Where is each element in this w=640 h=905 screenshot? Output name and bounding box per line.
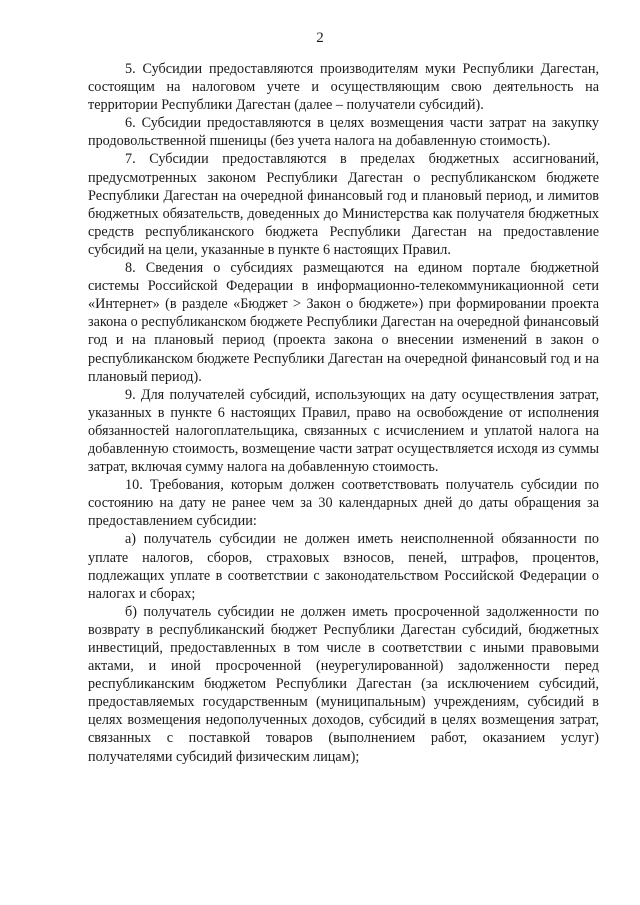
paragraph-9: 9. Для получателей субсидий, использующих на дату осуществления затрат, указанных в пункте 6 настоящих Правил, право на освобождение от исполнения обязанностей налогоплательщика, связанных с исчислением и уплатой налога на добавленную стоимость, возмещение части затрат осуществляется исходя из суммы затрат, включая сумму налога на добавленную стоимость. bbox=[88, 386, 599, 476]
paragraph-5: 5. Субсидии предоставляются производителям муки Республики Дагестан, состоящим на налоговом учете и осуществляющим свою деятельность на территории Республики Дагестан (далее – получатели субсидий). bbox=[88, 61, 599, 114]
document-body bbox=[88, 60, 599, 766]
paragraph-10-a: а) получатель субсидии не должен иметь неисполненной обязанности по уплате налогов, сборов, страховых взносов, пеней, штрафов, процентов, подлежащих уплате в соответствии с законодательством Российской Федерации о налогах и сборах; bbox=[88, 531, 599, 602]
paragraph-7: 7. Субсидии предоставляются в пределах бюджетных ассигнований, предусмотренных законом Республики Дагестан о республиканском бюджете Республики Дагестан на очередной финансовый год и плановый период, и лимитов бюджетных обязательств, доведенных до Министерства как получателя бюджетных средств республиканского бюджета Республики Дагестан на предоставление субсидий на цели, указанные в пункте 6 настоящих Правил. bbox=[88, 151, 599, 258]
paragraph-8: 8. Сведения о субсидиях размещаются на едином портале бюджетной системы Российской Федерации в информационно-телекоммуникационной сети «Интернет» (в разделе «Бюджет > Закон о бюджете») при формировании проекта закона о республиканском бюджете Республики Дагестан на очередной финансовый год и на плановый период (проекта закона о внесении изменений в закон о республиканском бюджете Республики Дагестан на очередной финансовый год и на плановый период). bbox=[88, 260, 599, 385]
page-number: 2 bbox=[316, 30, 324, 46]
paragraph-10-b: б) получатель субсидии не должен иметь просроченной задолженности по возврату в республиканский бюджет Республики Дагестан субсидий, бюджетных инвестиций, предоставленных в том числе в соответствии с иными правовыми актами, и иной просроченной (неурегулированной) задолженности перед республиканским бюджетом Республики Дагестан (за исключением субсидий, предоставляемых государственным (муниципальным) учреждениям, субсидий в целях возмещения недополученных доходов, субсидий в целях возмещения затрат, связанных с поставкой товаров (выполнением работ, оказанием услуг) получателями субсидий физическим лицам); bbox=[88, 603, 599, 765]
paragraph-6: 6. Субсидии предоставляются в целях возмещения части затрат на закупку продовольственной пшеницы (без учета налога на добавленную стоимость). bbox=[88, 115, 599, 150]
paragraph-10: 10. Требования, которым должен соответствовать получатель субсидии по состоянию на дату не ранее чем за 30 календарных дней до даты обращения за предоставлением субсидии: bbox=[88, 477, 599, 530]
